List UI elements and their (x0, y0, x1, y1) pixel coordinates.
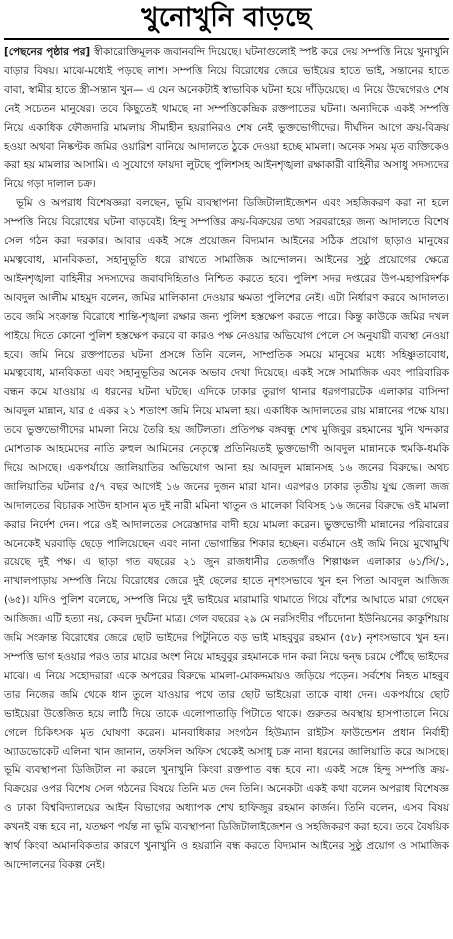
continued-label: [পেছনের পৃষ্ঠার পর] (4, 46, 91, 58)
paragraph-1 (4, 43, 449, 194)
article-body (4, 43, 449, 875)
headline: খুনোখুনি বাড়ছে (141, 3, 312, 33)
headline-rule (4, 38, 449, 40)
paragraph-2: ভূমি ও অপরাধ বিশেষজ্ঞরা বলছেন, ভূমি ব্যবস্থাপনা ডিজিটালাইজেশন এবং সহজিকরণ করা না হলে সম্পত্তি নিয়ে বিরোধের ঘটনা বাড়বেই। হিন্দু সম্পত্তির ক্রয়-বিক্রয়ের তথ্য সরবরাহের জন্য আদালতে বিশেষ সেল গঠন করা দরকার। আবার একই সঙ্গে প্রয়োজন বিদ্যমান আইনের সঠিক প্রয়োগ ছাড়াও মানুষের মমত্ববোধ, মানবিকতা, সহানুভূতি ধরে রাখতে সামাজিক আন্দোলন। আইনের সুষ্ঠু প্রয়োগের ক্ষেত্রে আইনশৃঙ্খলা বাহিনীর সদস্যদের জবাবদিহিতাও নিশ্চিত করতে হবে। পুলিশ সদর দপ্তরের উপ-মহাপরিদর্শক আবদুল আলীম মাহমুদ বলেন, জমির মালিকানা দেওয়ার ক্ষমতা পুলিশের নেই। এটা নির্ধারণ করবে আদালত। তবে জমি সংক্রান্ত বিরোধে শান্তি-শৃঙ্খলা রক্ষার জন্য পুলিশ হস্তক্ষেপ করতে পারে। কিন্তু কাউকে জমির দখল পাইয়ে দিতে কোনো পুলিশ হস্তক্ষেপ করবে বা কারও পক্ষ নেওয়ার অভিযোগ পেলে সে অনুযায়ী ব্যবস্থা নেওয়া হবে। জমি নিয়ে রক্তপাতের ঘটনা প্রসঙ্গে তিনি বলেন, সাম্প্রতিক সময়ে মানুষের মধ্যে সহিষ্ণুতাবোধ, মমত্ববোধ, মানবিকতা এবং সহানুভূতির অনেক অভাব দেখা দিয়েছে। একই সঙ্গে সামাজিক এবং পারিবারিক বন্ধন কমে যাওয়ায় এ ধরনের ঘটনা ঘটছে। এদিকে ঢাকার তুরাগ থানার ধরগণারটেক এলাকার বাসিন্দা আবদুল মান্নান, যার ৫ একর ২১ শতাংশ জমি নিয়ে মামলা হয়। একাধিক আদালতের রায় মান্নানের পক্ষে যায়। তবে ভুক্তভোগীদের মামলা নিয়ে তৈরি হয় জটিলতা। প্রতিপক্ষ বঙ্গবন্ধু শেখ মুজিবুর রহমানের খুনি খন্দকার মোশতাক আহমেদের নাতি রুহুল আমিনের নেতৃত্বে প্রতিনিয়তই ভুক্তভোগী আবদুল মান্নানকে হুমকি-ধমকি দিয়ে আসছে। একপর্যায়ে জালিয়াতির অভিযোগ আনা হয় আবদুল মান্নানসহ ১৬ জনের বিরুদ্ধে। অথচ জালিয়াতির ঘটনার ৫/৭ বছর আগেই ১৬ জনের দুজন মারা যান। এরপরও ঢাকার তৃতীয় যুগ্ম জেলা জজ আদালতের বিচারক সাউদ হাসান মৃত দুই নারী মমিনা খাতুন ও মালেকা বিবিসহ ১৬ জনের বিরুদ্ধে ওই মামলা করার নির্দেশ দেন। পরে ওই আদালতের সেরেস্তাদার বাদী হয়ে মামলা করেন। ভুক্তভোগী মান্নানের পরিবারের অনেকেই ঘরবাড়ি ছেড়ে পালিয়েছেন এবং নানা ভোগান্তির শিকার হচ্ছেন। বর্তমানে ওই জমি নিয়ে মুখোমুখি রয়েছে দুই পক্ষ। এ ছাড়া গত বছরের ২১ জুন রাজধানীর তেজগাঁও শিল্পাঞ্চল এলাকার ৬১/সি/১, নাখালপাড়ায় সম্পত্তি নিয়ে বিরোধের জেরে দুই ছেলের হাতে নৃশংসভাবে খুন হন পিতা আবদুল আজিজ (৬৫)। যদিও পুলিশ বলেছে, সম্পত্তি নিয়ে দুই ভাইয়ের মারামারি থামাতে গিয়ে বাঁশের আঘাতে মারা গেছেন আজিজ। এটি হত্যা নয়, কেবল দুর্ঘটনা মাত্র। গেল বছরের ২৯ মে নরসিংদীর পাঁচদোনা ইউনিয়নের কাকুশিয়ায় জমি সংক্রান্ত বিরোধের জেরে ছোট ভাইদের পিটুনিতে বড় ভাই মাহবুবুর রহমান (৫৮) নৃশংসভাবে খুন হন। সম্পত্তি ভাগ হওয়ার পরও তার মায়ের অংশ নিয়ে মাহবুবুর রহমানকে দান করা নিয়ে দ্বন্দ্ব চরমে পৌঁছে ভাইদের মাঝে। এ নিয়ে সহোদরারা একে অপরের বিরুদ্ধে মামলা-মোকদ্দমায়ও জড়িয়ে পড়েন। সর্বশেষ নিহত মাহবুব তার নিজের জমি থেকে ধান তুলে যাওয়ার পথে তার ছোট ভাইয়েরা তাকে বাধা দেন। একপর্যায়ে ছোট ভাইয়েরা উত্তেজিত হয়ে লাঠি দিয়ে তাকে এলোপাতাড়ি পিটাতে থাকে। গুরুতর অবস্থায় হাসপাতালে নিয়ে গেলে চিকিৎসক মৃত ঘোষণা করেন। মানবাধিকার সংগঠন হিউম্যান রাইটস ফাউন্ডেশন প্রধান নির্বাহী অ্যাডভোকেট এলিনা খান জানান, তফসিল অফিস থেকেই অসাধু চক্র নানা ধরনের জালিয়াতি করে আসছে। ভূমি ব্যবস্থাপনা ডিজিটাল না করলে খুনাখুনি কিংবা রক্তপাত বন্ধ হবে না। একই সঙ্গে হিন্দু সম্পত্তি ক্রয়-বিক্রয়ের ওপর বিশেষ সেল গঠনের বিষয়ে তিনি মত দেন তিনি। অনেকটা একই কথা বলেন অপরাধ বিশেষজ্ঞ ও ঢাকা বিশ্ববিদ্যালয়ের আইন বিভাগের অধ্যাপক শেখ হাফিজুর রহমান কার্জন। তিনি বলেন, এসব বিষয় কখনই বন্ধ হবে না, যতক্ষণ পর্যন্ত না ভূমি ব্যবস্থাপনা ডিজিটালাইজেশন ও সহজিকরণ করা হবে। তবে বৈষয়িক স্বার্থ কিংবা অমানবিকতার কারণে খুনাখুনি ও হয়রানি বন্ধ করতে বিদ্যমান আইনের সুষ্ঠু প্রয়োগ ও সামাজিক আন্দোলনের বিকল্প নেই। (4, 197, 449, 871)
paragraph-1-text: স্বীকারোক্তিমূলক জবানবন্দি দিয়েছে। ঘটনাগুলোই স্পষ্ট করে দেয় সম্পত্তি নিয়ে খুনাখুনি বাড়ার বিষয়। মাঝে-মধ্যেই পড়ছে লাশ। সম্পত্তি নিয়ে বিরোধের জেরে ভাইয়ের হাতে ভাই, সন্তানের হাতে বাবা, স্বামীর হাতে স্ত্রী-সন্তান খুন— এ যেন অনেকটাই স্বাভাবিক ঘটনা হয়ে দাঁড়িয়েছে। এ নিয়ে উদ্বেগেরও শেষ নেই সচেতন মানুষের। তবে কিছুতেই থামছে না সম্পত্তিকেন্দ্রিক রক্তপাতের ঘটনা। অন্যদিকে একই সম্পত্তি নিয়ে একাধিক ফৌজদারি মামলায় সীমাহীন হয়রানিরও শেষ নেই ভুক্তভোগীদের। দীর্ঘদিন আগে ক্রয়-বিক্রয় হওয়া অথবা নিষ্কণ্টক জমির ওয়ারিশ বানিয়ে আদালতে ঠুকে দেওয়া হচ্ছে মামলা। অনেক সময় মৃত ব্যক্তিকেও করা হয় মামলার আসামি। এ সুযোগে ফায়দা লুটছে পুলিশসহ আইনশৃঙ্খলা রক্ষাকারী বাহিনীর অসাধু সদস্যদের নিয়ে গড়া দালাল চক্র। (4, 46, 449, 191)
